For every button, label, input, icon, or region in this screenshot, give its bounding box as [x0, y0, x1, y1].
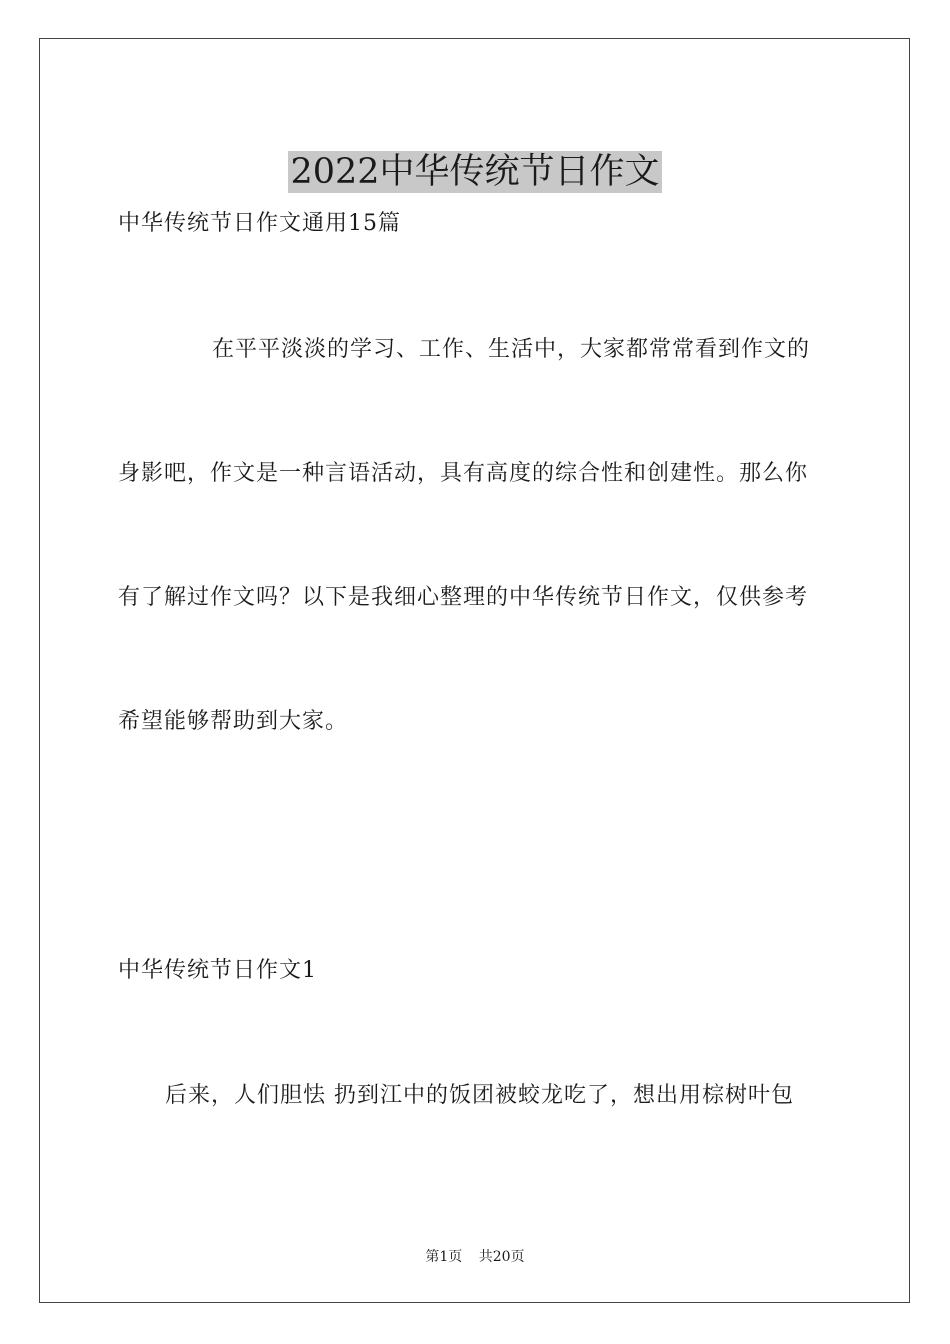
page-number: 第1页: [425, 1249, 463, 1265]
intro-line-2: 身影吧，作文是一种言语活动，具有高度的综合性和创建性。那么你: [118, 461, 809, 486]
document-title: 2022中华传统节日作文: [290, 152, 660, 193]
page-total: 共20页: [478, 1249, 525, 1265]
section-first-line: 后来，人们胆怯 扔到江中的饭团被蛟龙吃了，想出用棕树叶包: [165, 1083, 794, 1108]
page-footer: [0, 1248, 950, 1266]
title-container: [0, 128, 950, 217]
section-heading: 中华传统节日作文1: [118, 958, 317, 983]
intro-line-4: 希望能够帮助到大家。: [118, 709, 349, 734]
intro-line-3: 有了解过作文吗？以下是我细心整理的中华传统节日作文，仅供参考: [118, 585, 809, 610]
document-subtitle: 中华传统节日作文通用15篇: [118, 211, 401, 236]
intro-line-1: 在平平淡淡的学习、工作、生活中，大家都常常看到作文的: [212, 337, 811, 362]
